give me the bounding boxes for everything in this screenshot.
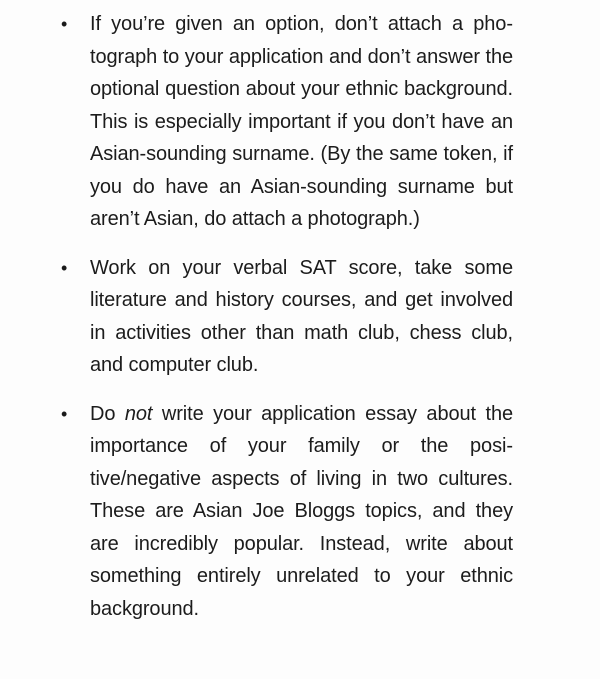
bullet-dot-icon: •	[61, 14, 68, 34]
list-item	[58, 8, 513, 236]
list-item	[58, 398, 513, 626]
bullet-dot-icon: •	[61, 403, 68, 424]
list-item	[58, 252, 513, 382]
essay-advice-emphasis: not	[124, 402, 153, 425]
bullet-text-essay-advice	[90, 398, 513, 626]
bullet-text-activities-advice: Work on your verbal SAT score, take some literature and history courses, and get involved in activities other than math club, chess club, and computer club.	[90, 256, 513, 376]
advice-bullet-list	[58, 8, 513, 641]
essay-advice-lead: Do	[90, 402, 125, 425]
bullet-text-photograph-advice: If you’re given an option, don’t attach a photograph to your application and don’t answer the optional question about your ethnic background. This is especially important if you don’t have an Asian-sounding surname. (By the same token, if you do have an Asian-sounding surname but aren’t Asian, do attach a photograph.)	[90, 13, 513, 230]
bullet-dot-icon: •	[61, 257, 68, 278]
essay-advice-rest: write your application essay about the importance of your family or the positive/negative aspects of living in two cultures. These are Asian Joe Bloggs topics, and they are incredibly popular. Instead, write about something entirely unrelated to your ethnic background.	[90, 402, 513, 620]
